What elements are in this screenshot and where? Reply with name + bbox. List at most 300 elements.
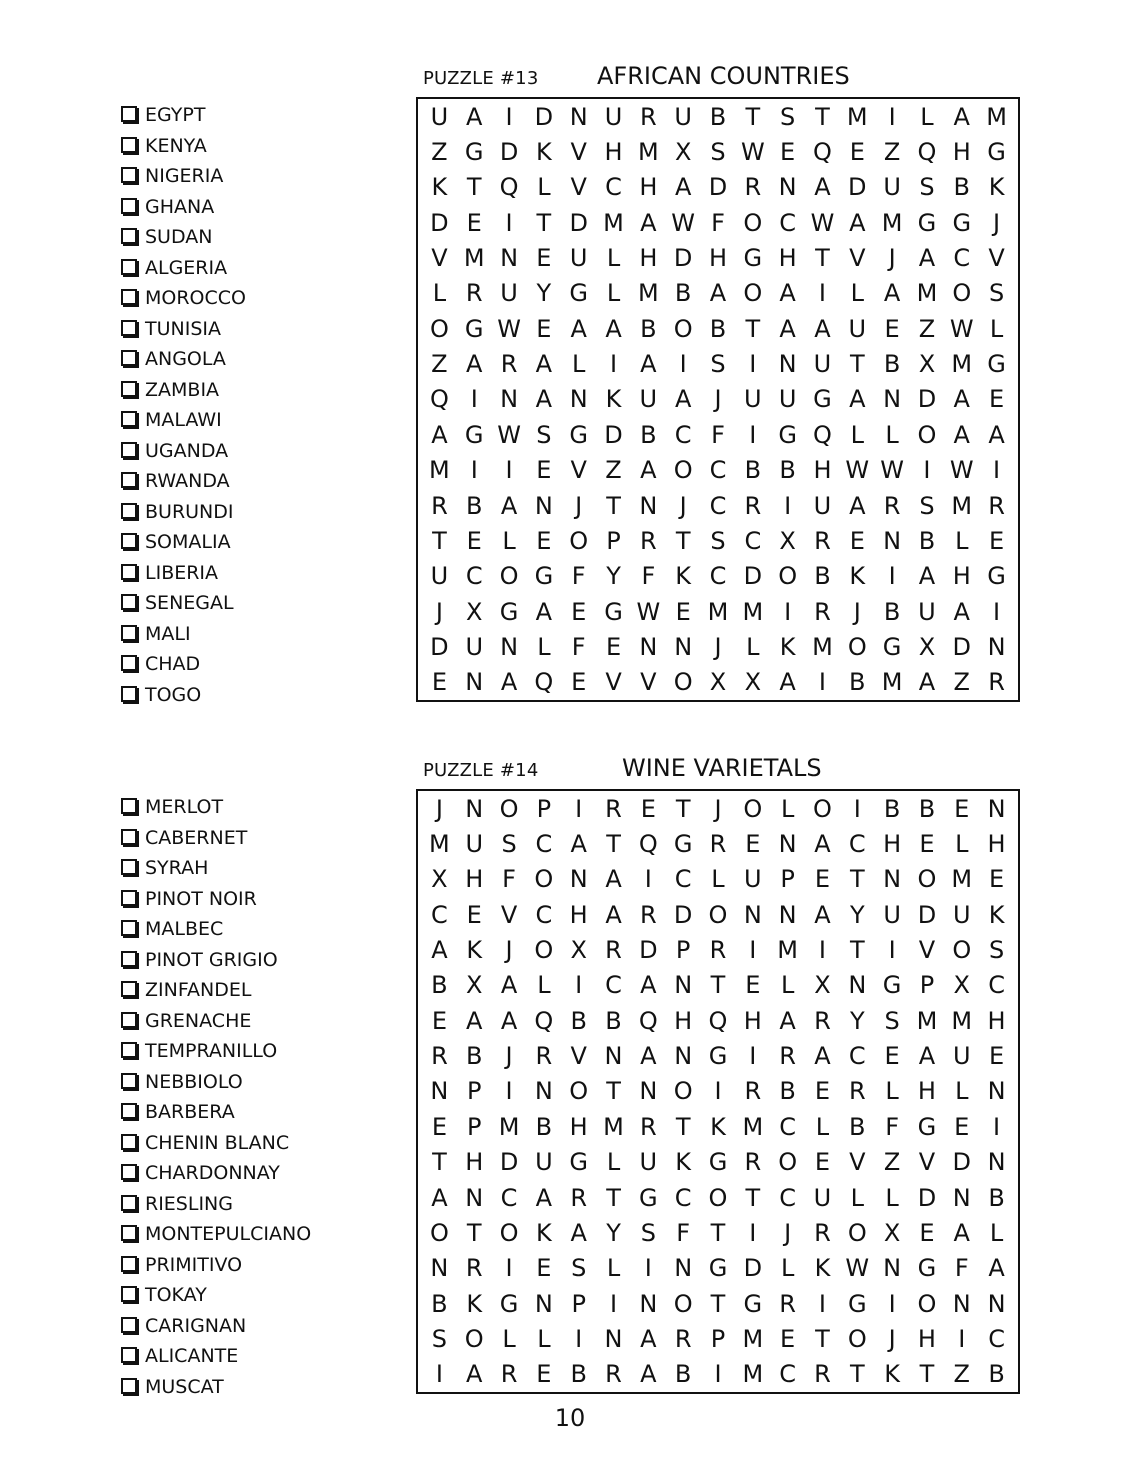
grid-letter: B [431, 971, 448, 1000]
grid-letter: U [569, 244, 588, 273]
word-label: SOMALIA [145, 531, 231, 553]
grid-letter: H [639, 244, 658, 273]
grid-letter: A [953, 102, 970, 131]
grid-letter: B [570, 1360, 587, 1389]
grid-letter: N [883, 865, 902, 894]
grid-letter: L [780, 1254, 795, 1283]
grid-letter: O [534, 936, 554, 965]
grid-letter: Q [917, 138, 937, 167]
grid-letter: E [814, 865, 831, 894]
word-label: PRIMITIVO [145, 1253, 243, 1276]
grid-letter: D [917, 385, 937, 414]
grid-letter: I [575, 971, 583, 1000]
grid-letter: A [570, 1218, 587, 1247]
grid-letter: A [779, 279, 796, 308]
grid-letter: Q [534, 1006, 554, 1035]
grid-letter: O [917, 420, 937, 449]
grid-letter: N [743, 900, 762, 929]
grid-letter: G [464, 420, 484, 449]
checkbox-icon[interactable] [121, 1134, 137, 1150]
grid-letter: A [605, 865, 622, 894]
grid-letter: G [743, 244, 763, 273]
grid-letter: R [640, 1112, 657, 1141]
checkbox-icon[interactable] [121, 920, 137, 936]
grid-letter: R [465, 279, 483, 308]
grid-letter: A [709, 279, 727, 308]
grid-letter: E [466, 526, 482, 555]
grid-letter: C [709, 491, 727, 520]
word-list-item [121, 945, 311, 976]
grid-letter: L [989, 314, 1004, 343]
checkbox-icon[interactable] [121, 981, 137, 997]
grid-letter: T [849, 865, 865, 894]
grid-letter: B [883, 597, 901, 626]
grid-letter: G [464, 138, 484, 167]
checkbox-icon[interactable] [121, 442, 137, 458]
grid-letter: G [499, 1289, 519, 1318]
grid-letter: G [569, 420, 588, 449]
checkbox-icon[interactable] [121, 1347, 137, 1363]
grid-letter: A [431, 420, 448, 449]
grid-letter: U [744, 385, 762, 414]
grid-letter: M [916, 279, 938, 308]
grid-letter: U [813, 491, 832, 520]
grid-letter: I [818, 279, 826, 308]
grid-letter: E [536, 526, 552, 555]
letter-grid [416, 97, 1020, 702]
word-list-item [121, 131, 246, 162]
checkbox-icon[interactable] [121, 686, 137, 702]
grid-letter: E [919, 1218, 935, 1247]
checkbox-icon[interactable] [121, 1286, 137, 1302]
grid-letter: L [502, 1324, 516, 1353]
grid-letter: R [500, 1360, 518, 1389]
grid-letter: G [534, 562, 554, 591]
grid-letter: I [505, 1077, 513, 1106]
grid-letter: O [847, 1324, 867, 1353]
grid-letter: L [606, 244, 621, 273]
grid-letter: A [883, 279, 901, 308]
checkbox-icon[interactable] [121, 829, 137, 845]
grid-letter: G [464, 314, 484, 343]
grid-letter: H [569, 900, 588, 929]
grid-letter: I [749, 420, 757, 449]
grid-letter: D [673, 244, 693, 273]
grid-letter: V [849, 244, 866, 273]
grid-letter: R [779, 1289, 796, 1318]
grid-letter: B [570, 1006, 587, 1035]
grid-letter: E [640, 794, 656, 823]
grid-letter: M [846, 102, 868, 131]
grid-letter: O [569, 1077, 589, 1106]
grid-letter: F [711, 420, 725, 449]
grid-letter: A [814, 314, 831, 343]
grid-letter: J [505, 936, 513, 965]
grid-letter: R [988, 491, 1005, 520]
grid-letter: R [570, 1183, 588, 1212]
grid-letter: D [743, 1254, 763, 1283]
grid-letter: Y [606, 562, 621, 591]
checkbox-icon[interactable] [121, 503, 137, 519]
grid-letter: Q [638, 1006, 658, 1035]
grid-letter: O [778, 562, 798, 591]
checkbox-icon[interactable] [121, 411, 137, 427]
grid-letter: M [429, 830, 450, 859]
grid-letter: K [988, 900, 1005, 929]
grid-letter: B [988, 1360, 1005, 1389]
checkbox-icon[interactable] [121, 1073, 137, 1089]
checkbox-icon[interactable] [121, 594, 137, 610]
grid-letter: I [958, 1324, 966, 1353]
checkbox-icon[interactable] [121, 1225, 137, 1241]
grid-letter: L [850, 1183, 864, 1212]
grid-letter: T [606, 830, 621, 859]
grid-letter: D [673, 900, 693, 929]
grid-letter: E [745, 971, 761, 1000]
grid-letter: H [883, 830, 902, 859]
grid-letter: U [918, 597, 936, 626]
grid-letter: P [710, 1324, 726, 1353]
checkbox-icon[interactable] [121, 1195, 137, 1211]
grid-letter: N [534, 491, 553, 520]
checkbox-icon[interactable] [121, 228, 137, 244]
grid-letter: T [919, 1360, 935, 1389]
grid-letter: G [499, 597, 519, 626]
checkbox-icon[interactable] [121, 533, 137, 549]
grid-letter: T [815, 102, 830, 131]
grid-letter: N [639, 1077, 658, 1106]
grid-letter: L [955, 526, 969, 555]
grid-letter: C [535, 830, 553, 859]
grid-letter: N [778, 173, 797, 202]
checkbox-icon[interactable] [121, 859, 137, 875]
grid-letter: K [849, 562, 866, 591]
grid-letter: A [953, 1218, 970, 1247]
grid-letter: Y [536, 279, 552, 308]
grid-letter: M [986, 102, 1007, 131]
grid-letter: F [502, 865, 516, 894]
grid-letter: U [500, 279, 518, 308]
grid-letter: Q [534, 668, 554, 697]
puzzle-title: AFRICAN COUNTRIES [597, 62, 850, 90]
checkbox-icon[interactable] [121, 106, 137, 122]
checkbox-icon[interactable] [121, 1042, 137, 1058]
checkbox-icon[interactable] [121, 890, 137, 906]
grid-letter: O [673, 668, 693, 697]
grid-letter: W [845, 1254, 870, 1283]
grid-letter: V [570, 138, 587, 167]
grid-letter: R [431, 1042, 448, 1071]
word-label: CABERNET [145, 826, 248, 849]
grid-letter: N [465, 1183, 484, 1212]
grid-letter: T [815, 1324, 830, 1353]
grid-letter: K [884, 1360, 900, 1389]
grid-letter: E [536, 456, 552, 485]
word-list-item [121, 680, 246, 711]
grid-letter: T [815, 244, 830, 273]
grid-letter: G [882, 971, 902, 1000]
grid-letter: A [674, 173, 692, 202]
word-list-item [121, 1158, 311, 1189]
grid-letter: L [432, 279, 447, 308]
grid-letter: Y [606, 1218, 621, 1247]
grid-letter: N [778, 350, 797, 379]
grid-letter: H [917, 1324, 936, 1353]
checkbox-icon[interactable] [121, 625, 137, 641]
grid-letter: H [465, 865, 484, 894]
grid-letter: M [637, 138, 659, 167]
checkbox-icon[interactable] [121, 1256, 137, 1272]
grid-letter: F [676, 1218, 691, 1247]
grid-letter: A [640, 350, 657, 379]
grid-letter: I [644, 1254, 652, 1283]
grid-letter: I [888, 102, 896, 131]
grid-letter: U [778, 385, 797, 414]
grid-letter: J [714, 385, 722, 414]
grid-letter: Z [431, 138, 448, 167]
grid-letter: U [674, 102, 692, 131]
grid-letter: E [466, 208, 482, 237]
word-label: PINOT GRIGIO [145, 948, 278, 971]
grid-letter: A [570, 830, 587, 859]
grid-letter: O [778, 1148, 798, 1177]
word-list-item [121, 619, 246, 650]
grid-letter: N [465, 668, 484, 697]
grid-letter: X [883, 1218, 901, 1247]
grid-letter: M [742, 597, 764, 626]
grid-letter: G [569, 279, 588, 308]
grid-letter: X [431, 865, 448, 894]
grid-letter: L [537, 971, 551, 1000]
grid-letter: C [709, 456, 727, 485]
grid-letter: D [534, 102, 554, 131]
grid-letter: A [814, 830, 831, 859]
word-label: SUDAN [145, 226, 213, 248]
grid-letter: D [917, 1183, 937, 1212]
grid-letter: G [917, 1112, 937, 1141]
grid-letter: R [605, 794, 622, 823]
grid-letter: O [499, 1218, 519, 1247]
grid-letter: W [810, 208, 835, 237]
grid-letter: Q [708, 1006, 728, 1035]
grid-letter: G [987, 562, 1006, 591]
grid-letter: L [885, 1183, 899, 1212]
grid-letter: Q [813, 420, 832, 449]
grid-letter: P [780, 865, 795, 894]
grid-letter: N [569, 102, 588, 131]
grid-letter: A [640, 1324, 657, 1353]
checkbox-icon[interactable] [121, 350, 137, 366]
grid-letter: J [853, 597, 861, 626]
grid-letter: W [671, 208, 696, 237]
grid-letter: A [605, 314, 622, 343]
grid-letter: N [883, 385, 902, 414]
word-label: MALAWI [145, 409, 222, 431]
grid-letter: R [605, 1360, 622, 1389]
grid-letter: Z [953, 1360, 970, 1389]
grid-letter: R [814, 526, 831, 555]
grid-letter: O [499, 562, 519, 591]
grid-letter: P [571, 1289, 586, 1318]
grid-letter: M [429, 456, 450, 485]
grid-letter: Y [849, 900, 865, 929]
grid-letter: I [749, 350, 757, 379]
checkbox-icon[interactable] [121, 655, 137, 671]
grid-letter: A [500, 971, 518, 1000]
grid-letter: S [710, 138, 726, 167]
grid-letter: U [952, 1042, 971, 1071]
grid-letter: T [606, 1183, 621, 1212]
word-list-item [121, 792, 311, 823]
checkbox-icon[interactable] [121, 798, 137, 814]
grid-letter: T [710, 1218, 726, 1247]
checkbox-icon[interactable] [121, 198, 137, 214]
grid-letter: P [919, 971, 935, 1000]
grid-letter: N [639, 1289, 658, 1318]
grid-letter: I [818, 668, 826, 697]
grid-letter: M [463, 244, 485, 273]
grid-letter: M [742, 1360, 764, 1389]
word-list-item [121, 527, 246, 558]
grid-letter: K [675, 562, 692, 591]
grid-letter: M [951, 350, 973, 379]
grid-letter: R [640, 102, 657, 131]
grid-letter: C [431, 900, 448, 929]
word-label: CHENIN BLANC [145, 1131, 290, 1154]
grid-letter: S [780, 102, 796, 131]
grid-letter: E [536, 1360, 552, 1389]
grid-letter: I [470, 456, 478, 485]
grid-letter: G [708, 1148, 728, 1177]
grid-letter: A [849, 208, 866, 237]
checkbox-icon[interactable] [121, 472, 137, 488]
grid-letter: O [917, 865, 937, 894]
checkbox-icon[interactable] [121, 1317, 137, 1333]
grid-letter: K [605, 385, 622, 414]
word-label: SENEGAL [145, 592, 234, 614]
page-number: 10 [554, 1404, 586, 1432]
grid-letter: R [814, 1360, 831, 1389]
checkbox-icon[interactable] [121, 1012, 137, 1028]
grid-letter: A [570, 314, 587, 343]
checkbox-icon[interactable] [121, 951, 137, 967]
word-list-item [121, 1128, 311, 1159]
checkbox-icon[interactable] [121, 1378, 137, 1394]
grid-letter: C [779, 1112, 797, 1141]
grid-letter: F [571, 632, 586, 661]
grid-letter: N [778, 900, 797, 929]
grid-letter: N [430, 1077, 449, 1106]
checkbox-icon[interactable] [121, 137, 137, 153]
grid-letter: S [431, 1324, 448, 1353]
grid-letter: D [639, 936, 658, 965]
grid-letter: N [465, 794, 484, 823]
checkbox-icon[interactable] [121, 167, 137, 183]
grid-letter: W [740, 138, 765, 167]
grid-letter: I [749, 936, 757, 965]
grid-letter: I [818, 936, 826, 965]
grid-letter: T [849, 936, 865, 965]
grid-letter: A [431, 1183, 448, 1212]
grid-letter: A [535, 350, 553, 379]
grid-letter: E [814, 1148, 831, 1177]
grid-letter: H [778, 244, 797, 273]
checkbox-icon[interactable] [121, 320, 137, 336]
checkbox-icon[interactable] [121, 259, 137, 275]
checkbox-icon[interactable] [121, 1164, 137, 1180]
grid-letter: A [953, 597, 970, 626]
grid-letter: A [535, 1183, 553, 1212]
grid-letter: E [884, 1042, 900, 1071]
grid-letter: L [989, 1218, 1004, 1247]
grid-letter: I [993, 597, 1001, 626]
grid-letter: U [952, 900, 971, 929]
grid-letter: R [814, 1006, 831, 1035]
word-list-item [121, 314, 246, 345]
grid-letter: R [640, 526, 657, 555]
grid-letter: S [919, 173, 935, 202]
word-label: TOGO [145, 683, 202, 706]
grid-letter: R [779, 1042, 796, 1071]
word-label: UGANDA [145, 439, 229, 462]
grid-letter: G [952, 208, 972, 237]
grid-letter: U [639, 385, 658, 414]
word-list-item [121, 1311, 311, 1342]
grid-letter: B [674, 279, 692, 308]
grid-letter: E [988, 865, 1005, 894]
grid-letter: B [709, 314, 727, 343]
word-list-item [121, 436, 246, 467]
grid-letter: Q [638, 830, 658, 859]
grid-letter: N [848, 971, 867, 1000]
grid-letter: G [917, 208, 937, 237]
grid-letter: C [848, 830, 866, 859]
grid-letter: A [779, 1006, 796, 1035]
grid-letter: B [674, 1360, 692, 1389]
grid-letter: V [849, 1148, 866, 1177]
grid-letter: H [952, 562, 971, 591]
word-list-item [121, 375, 246, 406]
word-label: TEMPRANILLO [145, 1040, 278, 1062]
grid-letter: C [605, 971, 622, 1000]
grid-letter: H [917, 1077, 936, 1106]
grid-letter: A [849, 385, 866, 414]
grid-letter: H [987, 830, 1006, 859]
grid-letter: E [571, 597, 587, 626]
checkbox-icon[interactable] [121, 381, 137, 397]
grid-letter: S [536, 420, 552, 449]
grid-letter: B [779, 1077, 796, 1106]
grid-letter: A [814, 1042, 831, 1071]
grid-letter: M [951, 1006, 973, 1035]
word-list-item [121, 344, 246, 375]
grid-letter: G [847, 1289, 867, 1318]
grid-letter: N [500, 632, 519, 661]
grid-letter: V [570, 456, 587, 485]
grid-letter: D [430, 208, 449, 237]
grid-letter: B [918, 526, 936, 555]
grid-letter: K [466, 936, 483, 965]
grid-letter: T [675, 1112, 691, 1141]
checkbox-icon[interactable] [121, 564, 137, 580]
grid-letter: C [953, 244, 971, 273]
grid-letter: N [534, 1289, 553, 1318]
grid-letter: B [988, 1183, 1005, 1212]
grid-letter: C [535, 900, 553, 929]
checkbox-icon[interactable] [121, 289, 137, 305]
word-label: ZINFANDEL [145, 979, 252, 1001]
checkbox-icon[interactable] [121, 1103, 137, 1119]
